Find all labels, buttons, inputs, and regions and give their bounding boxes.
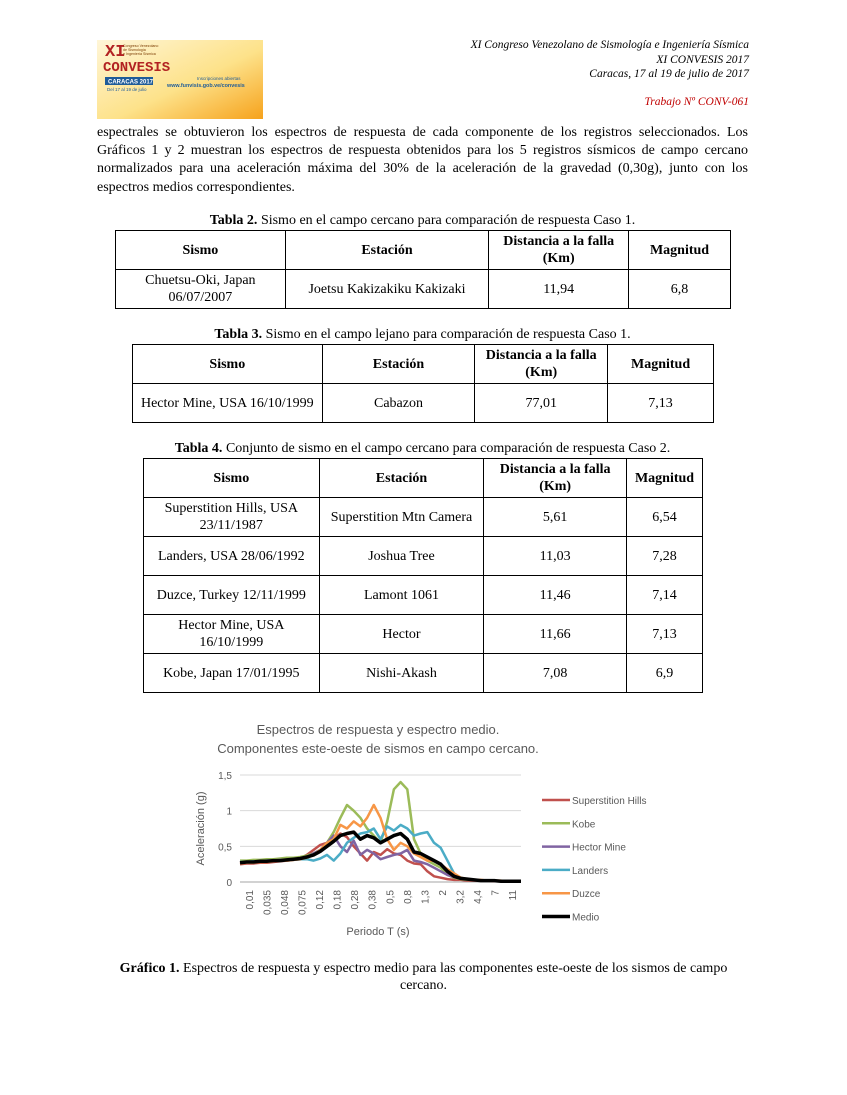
table-cell: 7,13 [627,615,703,654]
table-cell: Kobe, Japan 17/01/1995 [144,654,320,693]
table-cell: 11,66 [484,615,627,654]
table-cell: 5,61 [484,498,627,537]
chart-subtitle: Componentes este-oeste de sismos en campo cercano. [217,741,539,756]
table-cell: Hector Mine, USA 16/10/1999 [144,615,320,654]
figure-caption [107,961,740,994]
table-2-caption-label: Tabla 2. [209,213,258,228]
legend-label: Kobe [572,819,596,831]
chart-title: Espectros de respuesta y espectro medio. [256,722,500,737]
table-cell: Cabazon [322,384,475,423]
y-tick-label: 0 [226,878,232,889]
x-tick-label: 0,12 [315,890,327,910]
y-axis-label: Aceleración (g) [195,791,207,866]
table-cell: 6,8 [629,270,731,309]
table-cell: 77,01 [475,384,608,423]
logo-dates: Del 17 al 19 de julio [107,87,147,92]
header-paper-number: Trabajo Nº CONV-061 [644,95,749,108]
legend-label: Hector Mine [572,842,626,854]
table-row [144,498,703,537]
table-cell: Superstition Hills, USA 23/11/1987 [144,498,320,537]
x-tick-label: 0,035 [262,890,274,916]
x-tick-label: 0,38 [367,890,379,910]
x-tick-label: 0,8 [402,890,414,904]
table-header-cell: Estación [319,459,484,498]
logo-title-xi: XI [105,43,126,62]
series-line-kobe [240,782,521,881]
x-tick-label: 0,075 [297,890,309,916]
logo-title-convesis: CONVESIS [103,60,171,76]
legend-label: Duzce [572,889,601,901]
table-4-caption-text: Conjunto de sismo en el campo cercano para comparación de respuesta Caso 2. [222,441,671,456]
table-3-caption-text: Sismo en el campo lejano para comparación de respuesta Caso 1. [262,327,631,342]
table-cell: 6,54 [627,498,703,537]
x-tick-label: 0,048 [279,890,291,916]
table-header-row [144,459,703,498]
series-line-landers [240,825,521,881]
response-spectra-chart [184,715,664,945]
table-2-caption [97,213,748,229]
table-row [144,615,703,654]
table-cell: Landers, USA 28/06/1992 [144,537,320,576]
conference-logo [97,40,263,119]
table-header-cell: Magnitud [608,345,714,384]
legend-label: Landers [572,865,609,877]
x-tick-label: 0,18 [332,890,344,910]
header-congress-dates: Caracas, 17 al 19 de julio de 2017 [589,68,749,80]
table-cell: 11,94 [489,270,629,309]
body-paragraph: espectrales se obtuvieron los espectros de respuesta de cada componente de los registros seleccionados. Los Gráficos 1 y 2 muestran los espectros de respuesta obtenidos para los 5 registros sísmicos de campo cercano normalizados para una aceleración máxima del 30% de la aceleración de la gravedad (0,30g), junto con los espectros medios correspondientes. [97,125,748,195]
table-cell: 7,28 [627,537,703,576]
legend-label: Superstition Hills [572,796,647,807]
legend-label: Medio [572,912,600,924]
table-cell: 7,08 [484,654,627,693]
logo-small-text-2: de Sismología [123,48,146,52]
table-header-cell: Distancia a la falla (Km) [475,345,608,384]
table-header-cell: Sismo [116,231,286,270]
figure-caption-label: Gráfico 1. [119,961,180,976]
table-cell: Hector [319,615,484,654]
table-header-cell: Estación [285,231,489,270]
page-header [471,38,749,109]
table-3-caption [97,327,748,343]
table-3-caption-label: Tabla 3. [214,327,263,342]
table-cell: Chuetsu-Oki, Japan 06/07/2007 [116,270,286,309]
table-2-caption-text: Sismo en el campo cercano para comparación de respuesta Caso 1. [257,213,636,228]
header-congress-edition: XI CONVESIS 2017 [656,53,749,66]
table-cell: Superstition Mtn Camera [319,498,484,537]
header-congress-name: XI Congreso Venezolano de Sismología e Ingeniería Sísmica [470,39,749,51]
table-row [144,537,703,576]
x-tick-label: 4,4 [473,890,485,904]
table-4-caption [97,441,748,457]
table-cell: Nishi-Akash [319,654,484,693]
x-tick-label: 0,01 [244,890,256,910]
table-header-cell: Magnitud [629,231,731,270]
x-tick-label: 11 [508,890,520,901]
x-tick-label: 0,5 [385,890,397,904]
x-axis-label: Periodo T (s) [346,926,410,938]
y-tick-label: 0,5 [218,842,232,854]
figure-caption-text: Espectros de respuesta y espectro medio para las componentes este-oeste de los sismos de campo cercano. [179,961,728,993]
table-header-cell: Sismo [144,459,320,498]
table-4 [143,458,703,693]
table-row [144,654,703,693]
table-cell: 11,03 [484,537,627,576]
table-header-cell: Magnitud [627,459,703,498]
table-cell: 11,46 [484,576,627,615]
logo-inscripciones: Inscripciones abiertas [197,76,241,81]
table-cell: Duzce, Turkey 12/11/1999 [144,576,320,615]
logo-badge: CARACAS 2017 [108,79,154,86]
x-tick-label: 0,28 [350,890,362,910]
x-tick-label: 2 [437,890,449,896]
logo-url: www.funvisis.gob.ve/convesis [167,83,245,89]
table-cell: Joetsu Kakizakiku Kakizaki [285,270,489,309]
x-tick-label: 3,2 [455,890,467,904]
table-header-cell: Sismo [133,345,323,384]
table-header-cell: Distancia a la falla (Km) [484,459,627,498]
table-cell: Lamont 1061 [319,576,484,615]
table-4-caption-label: Tabla 4. [174,441,223,456]
y-tick-label: 1 [226,806,232,818]
table-header-cell: Estación [322,345,475,384]
logo-small-text-1: Congreso Venezolano [123,44,159,48]
table-cell: Hector Mine, USA 16/10/1999 [133,384,323,423]
table-row [116,270,731,309]
x-tick-label: 7 [490,890,502,896]
table-row [144,576,703,615]
table-header-row [116,231,731,270]
y-tick-label: 1,5 [218,771,232,782]
table-cell: 7,13 [608,384,714,423]
table-3 [132,344,714,423]
table-header-row [133,345,714,384]
table-cell: 7,14 [627,576,703,615]
x-tick-label: 1,3 [420,890,432,904]
table-cell: Joshua Tree [319,537,484,576]
table-row [133,384,714,423]
table-cell: 6,9 [627,654,703,693]
table-2 [115,230,731,309]
table-header-cell: Distancia a la falla (Km) [489,231,629,270]
logo-small-text-3: e Ingeniería Sísmica [123,52,156,56]
